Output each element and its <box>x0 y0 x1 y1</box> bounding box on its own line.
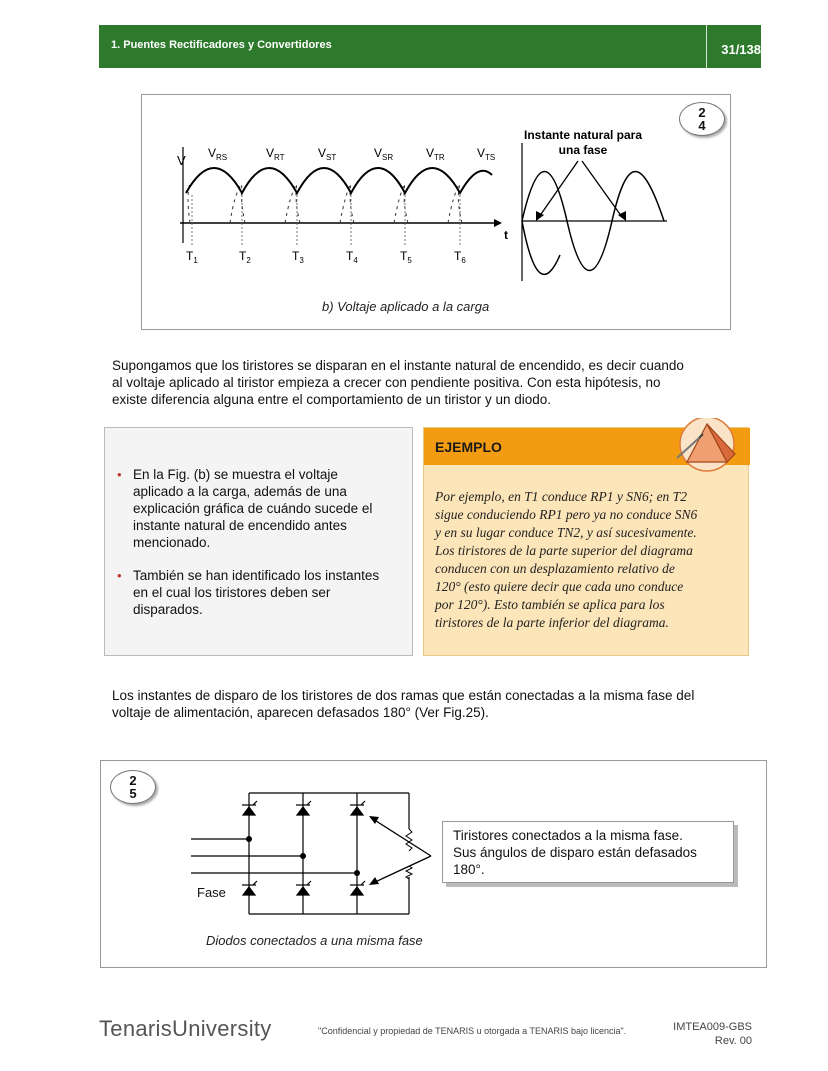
figure-number-bottom: 5 <box>129 786 137 801</box>
figure-number-top: 2 <box>129 773 137 788</box>
annotation-line2: una fase <box>558 143 608 157</box>
example-title: EJEMPLO <box>435 439 502 455</box>
bullet-item <box>117 567 402 618</box>
bullet-box <box>104 427 413 656</box>
t-label: $T_1$ <box>186 249 198 265</box>
figure-25 <box>100 760 767 968</box>
sine-wave-b <box>522 221 560 274</box>
header-divider <box>706 25 707 68</box>
t-label: $T_5$ <box>400 249 412 265</box>
phase-label: $V_{RT}$ <box>266 146 285 162</box>
figure-number-top: 2 <box>698 105 706 120</box>
t-markers <box>192 195 460 247</box>
bullet-dot-icon: • <box>117 467 122 482</box>
bullet-dot-icon: • <box>117 568 122 583</box>
x-axis-arrow <box>494 219 502 227</box>
example-line: Por ejemplo, en T1 conduce RP1 y SN6; en T2 <box>435 489 687 504</box>
example-line: y en su lugar conduce TN2, y así sucesivamente. <box>435 525 697 540</box>
example-line: conducen con un desplazamiento relativo de <box>435 561 675 576</box>
fase-label: Fase <box>197 885 226 900</box>
pyramid-icon <box>669 418 749 476</box>
paragraph-line: existe diferencia alguna entre el comportamiento de un tiristor y un diodo. <box>112 392 552 407</box>
example-line: tiristores de la parte inferior del diagrama. <box>435 615 669 630</box>
example-line: por 120°). Esto también se aplica para los <box>435 597 665 612</box>
t-axis-label: t <box>504 228 508 242</box>
phase-label: $V_{TR}$ <box>426 146 445 162</box>
paragraph-line: Supongamos que los tiristores se disparan en el instante natural de encendido, es decir cuando <box>112 358 684 373</box>
t-label: $T_2$ <box>239 249 251 265</box>
bullet-line: en el cual los tiristores deben ser <box>133 585 331 600</box>
document-code <box>673 1020 752 1048</box>
section-title: 1. Puentes Rectificadores y Convertidores <box>111 39 332 51</box>
paragraph-line: Los instantes de disparo de los tiristores de dos ramas que están conectadas a la misma fase del <box>112 688 695 703</box>
revision: Rev. 00 <box>714 1035 752 1047</box>
annotation-line1: Instante natural para <box>523 128 643 142</box>
dashed-phase-curves <box>188 183 462 223</box>
pointer-arrow-left <box>539 161 578 217</box>
brand-logo-text: TenarisUniversity <box>99 1016 272 1041</box>
callout-line: Sus ángulos de disparo están defasados <box>453 845 697 860</box>
phase-label: $V_{SR}$ <box>374 146 394 162</box>
callout-line: Tiristores conectados a la misma fase. <box>453 828 683 843</box>
phase-label: $V_{TS}$ <box>477 146 496 162</box>
voltage-waveform-diagram <box>142 95 732 331</box>
v-axis-label: V <box>177 153 186 168</box>
page-number: 31/138 <box>721 42 761 57</box>
bullet-line: explicación gráfica de cuándo sucede el <box>133 501 373 516</box>
example-body <box>435 488 745 632</box>
figure-number-badge <box>679 102 725 136</box>
bullet-list <box>117 466 402 634</box>
paragraph-line: voltaje de alimentación, aparecen defasados 180° (Ver Fig.25). <box>112 705 489 720</box>
bullet-line: aplicado a la carga, además de una <box>133 484 347 499</box>
bullet-line: En la Fig. (b) se muestra el voltaje <box>133 467 338 482</box>
example-line: 120° (esto quiere decir que cada uno conduce <box>435 579 684 594</box>
callout-box <box>442 821 734 883</box>
bullet-line: instante natural de encendido antes <box>133 518 347 533</box>
bullet-line: mencionado. <box>133 535 211 550</box>
t-label: $T_4$ <box>346 249 358 265</box>
example-box <box>423 427 749 656</box>
pointer-arrow-right <box>582 161 622 217</box>
paragraph-2 <box>112 687 762 721</box>
example-line: sigue conduciendo RP1 pero ya no conduce SN6 <box>435 507 698 522</box>
bullet-line: disparados. <box>133 602 203 617</box>
rectified-envelope <box>186 168 492 193</box>
paragraph-1 <box>112 357 752 408</box>
bullet-line: También se han identificado los instantes <box>133 568 380 583</box>
phase-label: $V_{RS}$ <box>208 146 228 162</box>
phase-label: $V_{ST}$ <box>318 146 337 162</box>
example-line: Los tiristores de la parte superior del diagrama <box>435 543 693 558</box>
bullet-item <box>117 466 402 551</box>
confidential-notice: "Confidencial y propiedad de TENARIS u otorgada a TENARIS bajo licencia". <box>318 1026 627 1036</box>
figure-24-caption: b) Voltaje aplicado a la carga <box>322 299 490 314</box>
document-id: IMTEA009-GBS <box>673 1021 752 1033</box>
paragraph-line: al voltaje aplicado al tiristor empieza a crecer con pendiente positiva. Con esta hipótesis, no <box>112 375 661 390</box>
t-label: $T_3$ <box>292 249 304 265</box>
callout-line: 180°. <box>453 862 485 877</box>
page-header <box>99 25 761 68</box>
figure-number-badge <box>110 770 156 804</box>
t-label: $T_6$ <box>454 249 466 265</box>
figure-25-caption: Diodos conectados a una misma fase <box>206 933 423 948</box>
figure-24 <box>141 94 731 330</box>
figure-number-bottom: 4 <box>698 118 706 133</box>
